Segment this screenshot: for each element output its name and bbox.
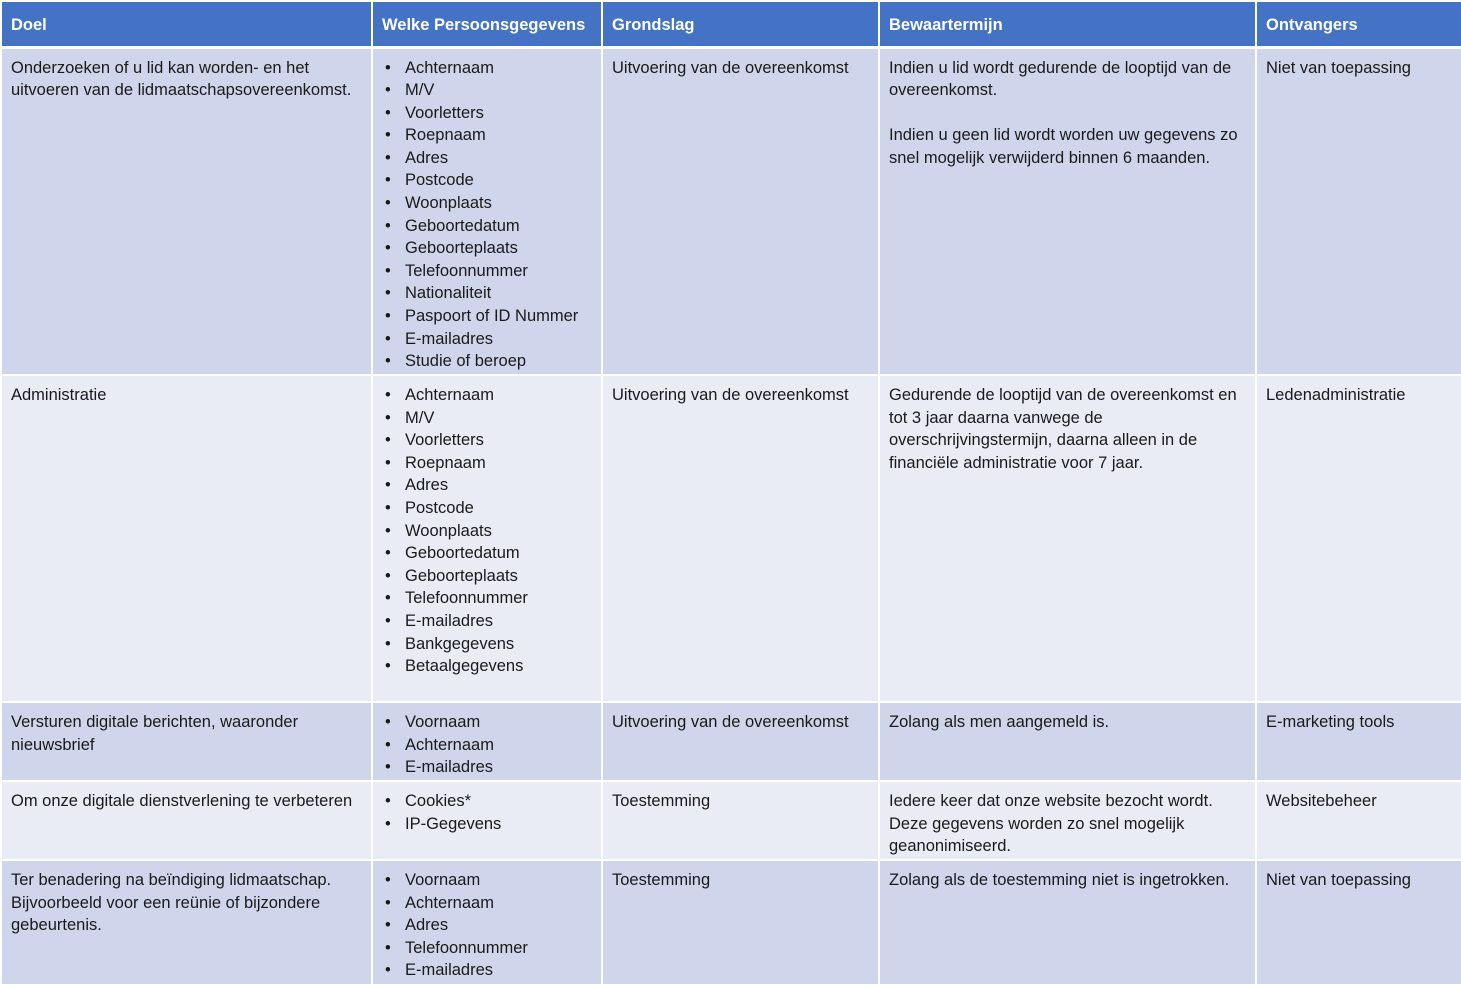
cell-persoonsgegevens [372,860,602,985]
cell-grondslag: Toestemming [602,781,879,860]
list-item: • Paspoort of ID Nummer [405,305,592,328]
cell-persoonsgegevens [372,702,602,781]
list-item: • Adres [405,147,592,170]
table-row [1,781,1461,860]
list-item: • Postcode [405,169,592,192]
cell-ontvangers: Niet van toepassing [1256,860,1461,985]
header-grondslag: Grondslag [602,1,879,47]
persoonsgegevens-list [382,57,592,373]
persoonsgegevens-list [382,869,592,982]
list-item: • E-mailadres [405,959,592,982]
bewaartermijn-paragraph: Gedurende de looptijd van de overeenkomst en tot 3 jaar daarna vanwege de overschrijvingstermijn, daarna alleen in de financiële administratie voor 7 jaar. [889,386,1237,472]
header-bewaartermijn: Bewaartermijn [879,1,1256,47]
table-body [1,47,1461,985]
list-item: • Postcode [405,497,592,520]
list-item: • Achternaam [405,57,592,80]
header-ontvangers: Ontvangers [1256,1,1461,47]
list-item: • Adres [405,474,592,497]
table-row [1,860,1461,985]
list-item: • Roepnaam [405,124,592,147]
cell-ontvangers: Ledenadministratie [1256,375,1461,702]
list-item: • Achternaam [405,892,592,915]
list-item: • Voorletters [405,102,592,125]
list-item: • Studie of beroep [405,350,592,373]
bewaartermijn-paragraph: Indien u geen lid wordt worden uw gegevens zo snel mogelijk verwijderd binnen 6 maanden. [889,126,1238,167]
cell-doel: Versturen digitale berichten, waaronder nieuwsbrief [1,702,372,781]
list-item: • Adres [405,914,592,937]
cell-ontvangers: E-marketing tools [1256,702,1461,781]
cell-persoonsgegevens [372,781,602,860]
cell-grondslag: Uitvoering van de overeenkomst [602,375,879,702]
list-item: • Woonplaats [405,520,592,543]
bewaartermijn-paragraph: Zolang als de toestemming niet is ingetrokken. [889,871,1230,889]
list-item: • Woonplaats [405,192,592,215]
cell-doel: Om onze digitale dienstverlening te verbeteren [1,781,372,860]
cell-grondslag: Uitvoering van de overeenkomst [602,47,879,375]
list-item: • M/V [405,407,592,430]
list-item: • Roepnaam [405,452,592,475]
cell-ontvangers: Websitebeheer [1256,781,1461,860]
list-item: • Geboorteplaats [405,565,592,588]
list-item: • Achternaam [405,734,592,757]
list-item: • Geboortedatum [405,542,592,565]
list-item: • E-mailadres [405,610,592,633]
table-row [1,375,1461,702]
list-item: • Geboortedatum [405,215,592,238]
list-item: • Telefoonnummer [405,260,592,283]
list-item: • E-mailadres [405,756,592,779]
header-persoonsgegevens: Welke Persoonsgegevens [372,1,602,47]
cell-bewaartermijn [879,702,1256,781]
bewaartermijn-paragraph: Iedere keer dat onze website bezocht wordt. Deze gegevens worden zo snel mogelijk geanonimiseerd. [889,792,1213,856]
cell-ontvangers: Niet van toepassing [1256,47,1461,375]
list-item: • Betaalgegevens [405,655,592,678]
persoonsgegevens-list [382,711,592,779]
list-item: • Telefoonnummer [405,587,592,610]
bewaartermijn-paragraph: Indien u lid wordt gedurende de looptijd van de overeenkomst. [889,58,1232,100]
cell-doel: Administratie [1,375,372,702]
list-item: • Voorletters [405,429,592,452]
persoonsgegevens-list [382,384,592,678]
list-item: • Geboorteplaats [405,237,592,260]
cell-doel: Ter benadering na beïndiging lidmaatschap. Bijvoorbeeld voor een reünie of bijzondere gebeurtenis. [1,860,372,985]
list-item: • Voornaam [405,869,592,892]
cell-persoonsgegevens [372,47,602,375]
table-header [1,1,1461,47]
cell-bewaartermijn [879,47,1256,375]
cell-bewaartermijn [879,781,1256,860]
table-row [1,47,1461,375]
list-item: • Nationaliteit [405,282,592,305]
table-row [1,702,1461,781]
list-item: • M/V [405,79,592,102]
list-item: • Achternaam [405,384,592,407]
header-doel: Doel [1,1,372,47]
list-item: • E-mailadres [405,328,592,351]
header-row [1,1,1461,47]
list-item: • Cookies* [405,790,592,813]
cell-grondslag: Uitvoering van de overeenkomst [602,702,879,781]
persoonsgegevens-list [382,790,592,835]
cell-persoonsgegevens [372,375,602,702]
cell-grondslag: Toestemming [602,860,879,985]
cell-bewaartermijn [879,375,1256,702]
list-item: • Voornaam [405,711,592,734]
list-item: • Bankgegevens [405,633,592,656]
list-item: • IP-Gegevens [405,813,592,836]
cell-doel: Onderzoeken of u lid kan worden- en het uitvoeren van de lidmaatschapsovereenkomst. [1,47,372,375]
cell-bewaartermijn [879,860,1256,985]
list-item: • Telefoonnummer [405,937,592,960]
bewaartermijn-paragraph: Zolang als men aangemeld is. [889,713,1110,731]
